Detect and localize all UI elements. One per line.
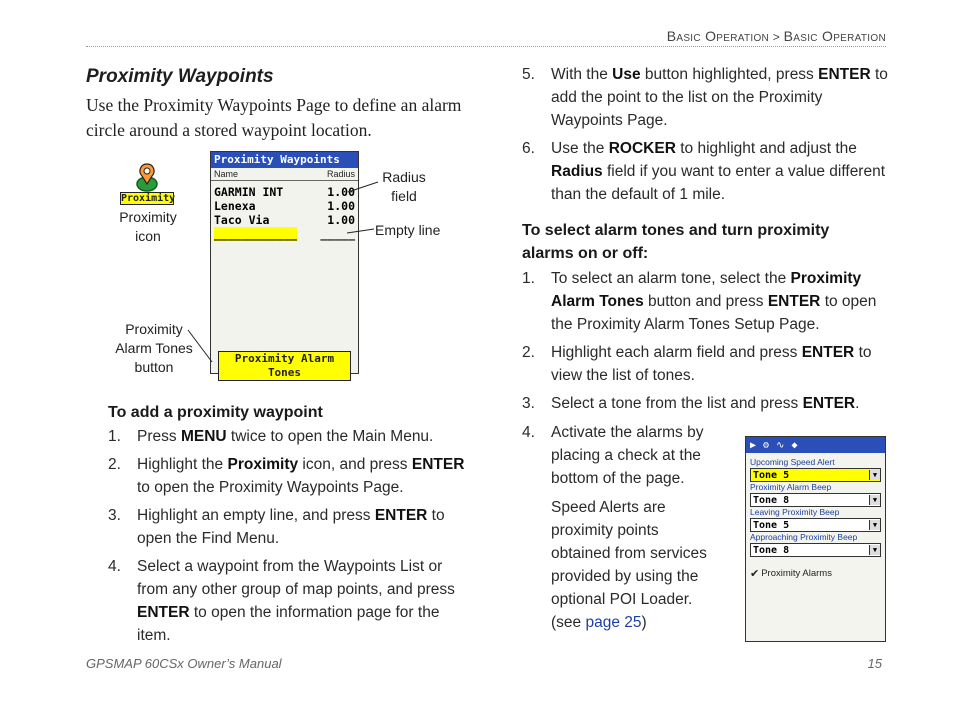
col-radius: Radius <box>326 169 355 179</box>
add-waypoint-steps <box>108 425 474 652</box>
proximity-alarm-beep-select[interactable] <box>750 493 881 507</box>
caption-tones-line1: Proximity <box>125 321 183 337</box>
approaching-proximity-beep-select[interactable] <box>750 543 881 557</box>
proximity-alarm-beep-label: Proximity Alarm Beep <box>750 482 832 492</box>
wave-tab-icon[interactable]: ∿ <box>776 439 785 451</box>
tab-strip <box>746 437 885 453</box>
step-text: to open the Proximity Alarm Tones Setup Page. <box>551 293 877 333</box>
step-key: MENU <box>180 428 227 445</box>
step-number: 6. <box>522 140 535 157</box>
step-number: 2. <box>108 456 121 473</box>
header-rule <box>86 46 886 47</box>
footer-manual-title: GPSMAP 60CSx Owner’s Manual <box>86 656 282 671</box>
speed-alerts-close: ) <box>641 614 647 631</box>
proximity-alarms-label: Proximity Alarms <box>761 568 832 579</box>
proximity-alarms-checkbox-row[interactable] <box>746 567 885 580</box>
step-key: ENTER <box>802 395 856 412</box>
step-text: to add the point to the list on the Proximity Waypoints Page. <box>551 66 888 129</box>
step-key: ROCKER <box>608 140 676 157</box>
running-header <box>667 28 886 44</box>
upcoming-speed-alert-label: Upcoming Speed Alert <box>750 457 835 467</box>
step-text: To select an alarm tone, select the <box>551 270 791 287</box>
step-key: ENTER <box>818 66 871 83</box>
callout-lines <box>185 170 385 370</box>
selected-tone: Tone 5 <box>753 469 790 481</box>
caption-tones-button <box>108 320 200 377</box>
caption-tones-line3: button <box>134 359 174 375</box>
caption-tones-line2: Alarm Tones <box>115 340 193 356</box>
leaving-proximity-beep-label: Leaving Proximity Beep <box>750 507 840 517</box>
step-text: icon, and press <box>298 456 412 473</box>
alarm-tone-steps <box>522 267 888 420</box>
step-key: Proximity Alarm Tones <box>551 270 862 310</box>
step-text: twice to open the Main Menu. <box>226 428 434 445</box>
step-text: to open the Find Menu. <box>137 507 445 547</box>
step-key: ENTER <box>374 507 428 524</box>
cont-step <box>522 63 888 132</box>
add-step <box>108 504 474 550</box>
caption-proximity-icon <box>108 208 188 246</box>
dropdown-arrow-icon: ▼ <box>869 545 880 555</box>
cont-step <box>522 137 888 206</box>
callout-radius-line <box>348 182 378 192</box>
selected-tone: Tone 8 <box>753 544 790 556</box>
dropdown-arrow-icon: ▼ <box>869 495 880 505</box>
dropdown-arrow-icon: ▼ <box>869 520 880 530</box>
step-4-text: Activate the alarms by placing a check at the bottom of the page. <box>551 424 704 487</box>
step-text: Highlight the <box>137 456 228 473</box>
step-number: 1. <box>108 428 121 445</box>
step-number: 3. <box>108 507 121 524</box>
step-key: ENTER <box>137 604 190 621</box>
callout-empty-line <box>347 229 374 233</box>
add-step <box>108 425 474 448</box>
step-text: Select a tone from the list and press <box>551 395 803 412</box>
header-subsection: Basic Operation <box>783 28 886 44</box>
alarm-tones-screen <box>745 436 886 642</box>
caption-empty-line: Empty line <box>375 222 441 238</box>
footer-page-number: 15 <box>867 656 882 671</box>
leaving-proximity-beep-select[interactable] <box>750 518 881 532</box>
gear-tab-icon[interactable]: ⚙ <box>763 439 770 451</box>
step-number: 4. <box>108 558 121 575</box>
section-title: Proximity Waypoints <box>86 66 274 87</box>
caption-proximity-icon-line1: Proximity <box>119 209 177 225</box>
step-text: button and press <box>643 293 768 310</box>
tone-step <box>522 341 888 387</box>
step-text: . <box>855 395 860 412</box>
caption-proximity-icon-line2: icon <box>135 228 161 244</box>
col-name: Name <box>214 169 239 179</box>
selected-tone: Tone 5 <box>753 519 790 531</box>
caption-radius-line2: field <box>391 188 417 204</box>
add-step <box>108 453 474 499</box>
empty-line-name: ____________ <box>214 227 298 241</box>
step-key: Proximity <box>227 456 299 473</box>
waypoint-name: Taco Via <box>214 213 270 227</box>
tone-step <box>522 392 888 415</box>
checkmark-icon[interactable]: ✔ <box>750 568 760 580</box>
step-text: Highlight an empty line, and press <box>137 507 375 524</box>
selected-tone: Tone 8 <box>753 494 790 506</box>
proximity-icon-label: Proximity <box>121 193 176 204</box>
add-waypoint-heading: To add a proximity waypoint <box>108 404 323 421</box>
empty-line-radius: _____ <box>320 227 355 241</box>
step-number: 4. <box>522 424 535 441</box>
step-text: to open the information page for the item. <box>137 604 440 644</box>
header-section: Basic Operation <box>666 28 770 44</box>
screen-title: Proximity Waypoints <box>211 152 358 168</box>
step-text: With the <box>551 66 613 83</box>
waypoint-name: GARMIN INT <box>214 185 284 199</box>
step-key: Radius <box>551 163 603 180</box>
step-number: 5. <box>522 66 535 83</box>
step-text: to highlight and adjust the <box>675 140 857 157</box>
step-text: Highlight each alarm field and press <box>551 344 802 361</box>
play-tab-icon[interactable]: ▶ <box>750 439 757 451</box>
dropdown-arrow-icon: ▼ <box>869 470 880 480</box>
step-text: to view the list of tones. <box>551 344 872 384</box>
page-25-link[interactable]: page 25 <box>585 614 642 631</box>
step-text: Use the <box>551 140 609 157</box>
upcoming-speed-alert-select[interactable] <box>750 468 881 482</box>
step-number: 1. <box>522 270 535 287</box>
continued-steps <box>522 63 888 211</box>
intro-paragraph: Use the Proximity Waypoints Page to define an alarm circle around a stored waypoint location. <box>86 95 462 140</box>
step-text: to open the Proximity Waypoints Page. <box>137 479 404 496</box>
waypoint-radius: 1.00 <box>327 213 355 227</box>
step-text: field if you want to enter a value different than the default of 1 mile. <box>551 163 886 203</box>
alarm-tones-heading: To select alarm tones and turn proximity alarms on or off: <box>522 222 830 262</box>
proximity-icon <box>120 160 174 206</box>
waypoint-name: Lenexa <box>214 199 256 213</box>
diamond-tab-icon[interactable]: ◆ <box>791 439 798 451</box>
approaching-proximity-beep-label: Approaching Proximity Beep <box>750 532 858 542</box>
speed-alerts-note <box>522 496 712 634</box>
step-number: 2. <box>522 344 535 361</box>
proximity-alarm-tones-button[interactable]: Proximity Alarm Tones <box>218 351 351 381</box>
step-key: Use <box>612 66 641 83</box>
step-text: Select a waypoint from the Waypoints List or from any other group of map points, and press <box>137 558 455 598</box>
step-key: ENTER <box>767 293 821 310</box>
step-number: 3. <box>522 395 535 412</box>
caption-radius-line1: Radius <box>382 169 426 185</box>
header-separator: > <box>772 30 781 44</box>
waypoint-radius: 1.00 <box>327 199 355 213</box>
step-key: ENTER <box>411 456 465 473</box>
speed-alerts-text: Speed Alerts are proximity points obtained from services provided by using the optional POI Loader. (see <box>551 499 707 631</box>
step-key: ENTER <box>801 344 855 361</box>
waypoint-radius: 1.00 <box>327 185 355 199</box>
tone-step <box>522 267 888 336</box>
step-text: Press <box>137 428 181 445</box>
step-text: button highlighted, press <box>640 66 819 83</box>
caption-radius-field <box>376 168 432 206</box>
add-step <box>108 555 474 647</box>
step-4-block <box>522 421 712 634</box>
